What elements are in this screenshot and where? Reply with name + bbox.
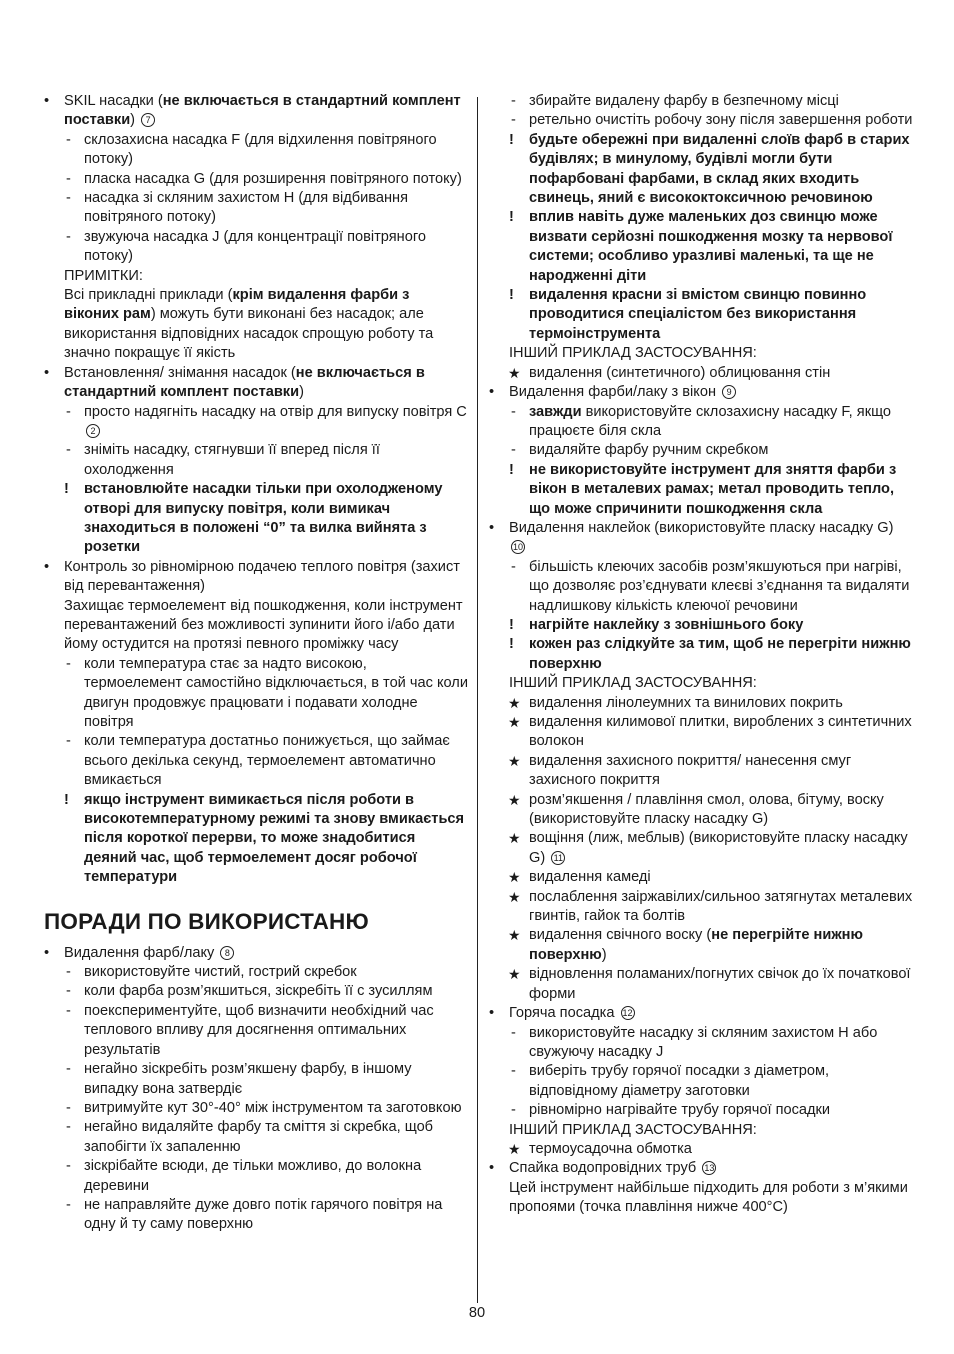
warning-icon: ! <box>509 209 514 226</box>
text-segment: негайно видаляйте фарбу та сміття зі скребка, щоб запобігти їх запаленню <box>84 1119 434 1155</box>
star-item <box>489 868 913 887</box>
text-paragraph <box>489 1121 913 1140</box>
warning-icon: ! <box>64 791 69 808</box>
text-segment: будьте обережні при видаленні слоїв фарб в старих будівлях; в минулому, будівлі могли бути пофарбовані фарбами, в склад яких входить свинець, яний є висококтоксичною речовиною <box>529 131 910 207</box>
star-icon: ★ <box>508 830 521 847</box>
text-paragraph <box>44 267 468 286</box>
text-segment: використовуйте склозахисну насадку F, якщо працюєте біля скла <box>529 403 892 439</box>
text-segment: зніміть насадку, стягнувши її вперед після її охолодження <box>84 442 380 478</box>
dash-item <box>489 403 913 442</box>
text-segment: виберіть трубу горячої посадки з діаметром, відповідному діаметру заготовки <box>529 1063 830 1099</box>
text-segment: ретельно очистіть робочу зону після завершення роботи <box>529 112 913 129</box>
dash-marker: - <box>511 112 516 129</box>
text-segment: Видалення фарби/лаку з вікон <box>509 384 717 401</box>
text-segment: видалення красни зі вмістом свинцю повинно проводитися спеціалістом без використання термоінструмента <box>529 287 867 342</box>
dash-item <box>44 982 468 1001</box>
warning-item <box>44 480 468 558</box>
dash-marker: - <box>511 403 516 420</box>
dash-marker: - <box>66 964 71 981</box>
text-segment: ІНШИЙ ПРИКЛАД ЗАСТОСУВАННЯ: <box>509 675 757 692</box>
dash-item <box>44 441 468 480</box>
text-segment: крім видалення фарби з віконих рам <box>64 287 410 323</box>
bullet-marker: • <box>44 364 50 381</box>
text-segment: негайно зіскребіть розм’якшену фарбу, в іншому випадку вона затвердіє <box>84 1061 412 1097</box>
text-segment: пласка насадка G (для розширення повітряного потоку) <box>84 170 462 187</box>
dash-marker: - <box>66 131 71 148</box>
dash-item <box>44 170 468 189</box>
text-segment: Видалення наклейок (використовуйте пласку насадку G) <box>509 519 894 536</box>
star-icon: ★ <box>508 966 521 983</box>
text-paragraph <box>489 1179 913 1218</box>
dash-item <box>489 1101 913 1120</box>
warning-item <box>489 635 913 674</box>
dash-marker: - <box>511 93 516 109</box>
warning-icon: ! <box>64 481 69 498</box>
star-item <box>489 888 913 927</box>
star-item <box>489 752 913 791</box>
text-paragraph <box>489 344 913 363</box>
star-icon: ★ <box>508 714 521 730</box>
text-segment: видалення (синтетичного) облицювання стін <box>529 364 831 381</box>
dash-item <box>489 92 913 111</box>
text-segment: збирайте видалену фарбу в безпечному місці <box>529 93 839 109</box>
text-segment: не направляйте дуже довго потік гарячого повітря на одну й ту саму поверхню <box>84 1196 443 1233</box>
dash-item <box>44 1099 468 1118</box>
text-segment: видаляйте фарбу ручним скребком <box>529 442 769 459</box>
star-icon: ★ <box>508 694 521 711</box>
text-segment: більшість клеючих засобів розм’якшуються при нагріві, що дозволяє роз’єднувати клеєві з’єднання та видаляти надлишкову кількість клеючої речовини <box>529 558 910 614</box>
text-segment: не використовуйте інструмент для зняття фарби з вікон в металевих рамах; метал проводить тепло, що може спричинити пошкодження скла <box>529 461 897 517</box>
bullet-item <box>44 558 468 597</box>
text-segment: ) <box>299 384 304 401</box>
bullet-marker: • <box>489 384 495 401</box>
dash-marker: - <box>511 1102 516 1119</box>
text-segment: витримуйте кут 30°-40° між інструментом та заготовкою <box>84 1099 462 1116</box>
text-segment: ) <box>601 946 607 963</box>
bullet-marker: • <box>489 519 495 536</box>
bullet-marker: • <box>44 944 50 961</box>
text-segment: ІНШИЙ ПРИКЛАД ЗАСТОСУВАННЯ: <box>509 1121 757 1138</box>
text-paragraph <box>489 674 913 693</box>
warning-item <box>489 208 913 286</box>
star-item <box>489 713 913 752</box>
text-segment: зіскрібайте всюди, де тільки можливо, до волокна деревини <box>84 1158 422 1194</box>
dash-item <box>44 1157 468 1196</box>
dash-marker: - <box>511 442 516 459</box>
figure-ref-icon: 9 <box>722 385 736 399</box>
figure-ref-icon: 10 <box>512 542 523 553</box>
text-segment: використовуйте чистий, гострий скребок <box>84 964 357 981</box>
figure-ref-icon: 2 <box>86 424 100 438</box>
text-segment: не включається в стандартний комплент поставки <box>64 93 461 129</box>
text-segment: SKIL насадки ( <box>64 93 163 109</box>
text-segment: термоусадочна обмотка <box>529 1140 692 1157</box>
text-segment: Спайка водопровідних труб <box>509 1160 697 1177</box>
dash-marker: - <box>66 655 71 672</box>
figure-ref-icon: 12 <box>622 1008 633 1019</box>
star-icon: ★ <box>508 927 521 944</box>
warning-item <box>489 286 913 344</box>
text-segment: видалення килимової плитки, вироблених з синтетичних волокон <box>529 714 912 750</box>
text-segment: Встановлення/ знімання насадок ( <box>64 364 296 381</box>
text-segment: не перегрійте нижню поверхню <box>529 927 863 963</box>
bullet-item <box>489 1159 913 1178</box>
text-segment: ) <box>130 112 136 129</box>
dash-marker: - <box>511 558 516 575</box>
dash-item <box>489 441 913 460</box>
section-heading: ПОРАДИ ПО ВИКОРИСТАНЮ <box>44 908 369 934</box>
text-segment: коли температура достатньо понижується, що займає всього декілька секунд, термоелемент автоматично вмикається <box>84 733 450 789</box>
text-segment: використовуйте насадку зі скляним захистом H або свужуючу насадку J <box>529 1024 878 1060</box>
dash-marker: - <box>66 983 71 1000</box>
dash-item <box>44 228 468 267</box>
dash-item <box>44 732 468 790</box>
dash-marker: - <box>66 1002 71 1019</box>
dash-item <box>44 1118 468 1157</box>
text-segment: видалення камеді <box>529 869 651 886</box>
dash-marker: - <box>66 1099 71 1116</box>
right-column <box>489 92 913 1218</box>
dash-item <box>44 131 468 170</box>
bullet-item <box>44 92 468 131</box>
star-item <box>489 1140 913 1159</box>
text-segment: Горяча посадка <box>509 1005 615 1022</box>
text-segment: просто надягніть насадку на отвір для випуску повітря C <box>84 403 467 420</box>
dash-item <box>44 655 468 733</box>
warning-item <box>489 131 913 209</box>
bullet-item <box>44 364 468 403</box>
bullet-marker: • <box>489 1160 495 1177</box>
dash-marker: - <box>66 190 71 207</box>
text-segment: поекспериментуйте, щоб визначити необхідний час теплового впливу для досягнення оптимальних результатів <box>84 1002 434 1058</box>
dash-marker: - <box>511 1063 516 1080</box>
dash-item <box>44 189 468 228</box>
warning-icon: ! <box>509 287 514 304</box>
dash-item <box>489 1062 913 1101</box>
text-segment: Всі прикладні приклади ( <box>64 287 233 304</box>
text-segment: не включається в стандартний комплент поставки <box>64 364 425 401</box>
star-item <box>489 791 913 830</box>
text-segment: рівномірно нагрівайте трубу горячої посадки <box>529 1102 831 1119</box>
bullet-item <box>44 944 468 963</box>
text-segment: Цей інструмент найбільше підходить для роботи з м’якими пропоями (точка плавління нижче 400°C) <box>509 1179 908 1216</box>
text-segment: склозахисна насадка F (для відхилення повітряного потоку) <box>84 131 437 168</box>
bullet-marker: • <box>44 93 50 109</box>
star-icon: ★ <box>508 364 521 381</box>
dash-marker: - <box>66 403 71 420</box>
text-paragraph <box>44 597 468 655</box>
dash-item <box>489 558 913 616</box>
dash-marker: - <box>66 1119 71 1136</box>
warning-item <box>489 616 913 635</box>
text-segment: коли температура стає за надто високою, термоелемент самостійно відключається, в той час коли двигун продовжує працювати і подавати холодне повітря <box>84 655 468 730</box>
text-segment: вплив навіть дуже маленьких доз свинцю може визвати серйозні пошкодження мозку та нервової системи; особливо уразливі маленькі, та ще не народженні діти <box>529 209 893 284</box>
dash-marker: - <box>66 1061 71 1078</box>
star-item <box>489 694 913 713</box>
star-item <box>489 965 913 1004</box>
text-segment: видалення захисного покриття/ нанесення смуг захисного покриття <box>529 752 852 789</box>
text-segment: нагрійте наклейку з зовнішнього боку <box>529 616 804 633</box>
text-segment: встановлюйте насадки тільки при охолодженому отворі для випуску повітря, коли вимикач знаходиться в положені “0” та вилка вийнята з розетки <box>84 481 443 556</box>
star-icon: ★ <box>508 869 521 886</box>
text-segment: ІНШИЙ ПРИКЛАД ЗАСТОСУВАННЯ: <box>509 345 757 362</box>
text-segment: кожен раз слідкуйте за тим, щоб не перегріти нижню поверхню <box>529 636 911 672</box>
bullet-item <box>489 519 913 558</box>
star-icon: ★ <box>508 888 521 905</box>
star-icon: ★ <box>508 1140 521 1157</box>
warning-icon: ! <box>509 131 514 148</box>
bullet-marker: • <box>489 1005 495 1022</box>
dash-item <box>44 403 468 442</box>
dash-marker: - <box>66 442 71 459</box>
bullet-item <box>489 1004 913 1023</box>
text-segment: звужуюча насадка J (для концентрації повітряного потоку) <box>84 228 426 265</box>
page-number: 80 <box>468 1305 486 1321</box>
text-paragraph <box>44 286 468 364</box>
text-segment: відновлення поламаних/погнутих свічок до їх початкової форми <box>529 966 911 1002</box>
text-segment: Захищає термоелемент від пошкодження, коли інструмент перевантажений без можливості зупинити його і/або дати йому остудится на протязі певного проміжку часу <box>64 597 463 653</box>
warning-icon: ! <box>509 461 514 478</box>
dash-item <box>44 963 468 982</box>
figure-ref-icon: 7 <box>141 113 155 127</box>
bullet-item <box>489 383 913 402</box>
star-item <box>489 364 913 383</box>
text-segment: коли фарба розм’якшиться, зіскребіть її с зусиллям <box>84 983 433 1000</box>
dash-marker: - <box>66 228 71 245</box>
text-segment: розм’якшення / плавління смол, олова, бітуму, воску (використовуйте пласку насадку G) <box>529 791 884 828</box>
text-segment: завжди <box>529 403 582 420</box>
text-segment: видалення свічного воску ( <box>529 927 712 944</box>
left-column <box>44 92 468 1235</box>
bullet-marker: • <box>44 558 50 575</box>
warning-item <box>489 461 913 519</box>
column-divider <box>477 97 478 1303</box>
dash-marker: - <box>511 1024 516 1041</box>
dash-item <box>489 1024 913 1063</box>
text-segment: якщо інструмент вимикається після роботи в високотемпературному режимі та знову вмикається після короткої перерви, то може знадобитися деяний час, щоб термоелемент досяг робочої температури <box>84 791 465 886</box>
figure-ref-icon: 11 <box>551 851 565 865</box>
text-segment: послаблення заіржавілих/сильноо затягнутах металевих гвинтів, гайок та болтів <box>529 888 913 925</box>
dash-marker: - <box>66 733 71 750</box>
text-segment: насадка зі скляним захистом H (для відбивання повітряного потоку) <box>84 190 408 226</box>
dash-item <box>44 1002 468 1060</box>
text-segment: вощіння (лиж, меблыв) (використовуйте пласку насадку G) <box>529 830 908 866</box>
text-segment: Видалення фарб/лаку <box>64 944 215 961</box>
text-segment: видалення лінолеумних та винилових покрить <box>529 694 843 711</box>
star-item <box>489 926 913 965</box>
warning-item <box>44 791 468 888</box>
warning-icon: ! <box>509 636 514 653</box>
text-segment: ) можуть бути виконані без насадок; але використання відповідних насадок спрощую роботу та значно покращує її якість <box>64 306 434 362</box>
text-segment: ПРИМІТКИ: <box>64 267 143 284</box>
text-segment: Контроль зо рівномірною подачею теплого повітря (захист від перевантаження) <box>64 558 460 595</box>
dash-marker: - <box>66 1158 71 1175</box>
dash-marker: - <box>66 170 71 187</box>
dash-item <box>44 1196 468 1235</box>
figure-ref-icon: 13 <box>704 1163 715 1174</box>
star-icon: ★ <box>508 752 521 769</box>
dash-item <box>489 111 913 130</box>
star-icon: ★ <box>508 791 521 808</box>
dash-marker: - <box>66 1196 71 1213</box>
star-item <box>489 829 913 868</box>
figure-ref-icon: 8 <box>220 946 234 960</box>
dash-item <box>44 1060 468 1099</box>
warning-icon: ! <box>509 616 514 633</box>
